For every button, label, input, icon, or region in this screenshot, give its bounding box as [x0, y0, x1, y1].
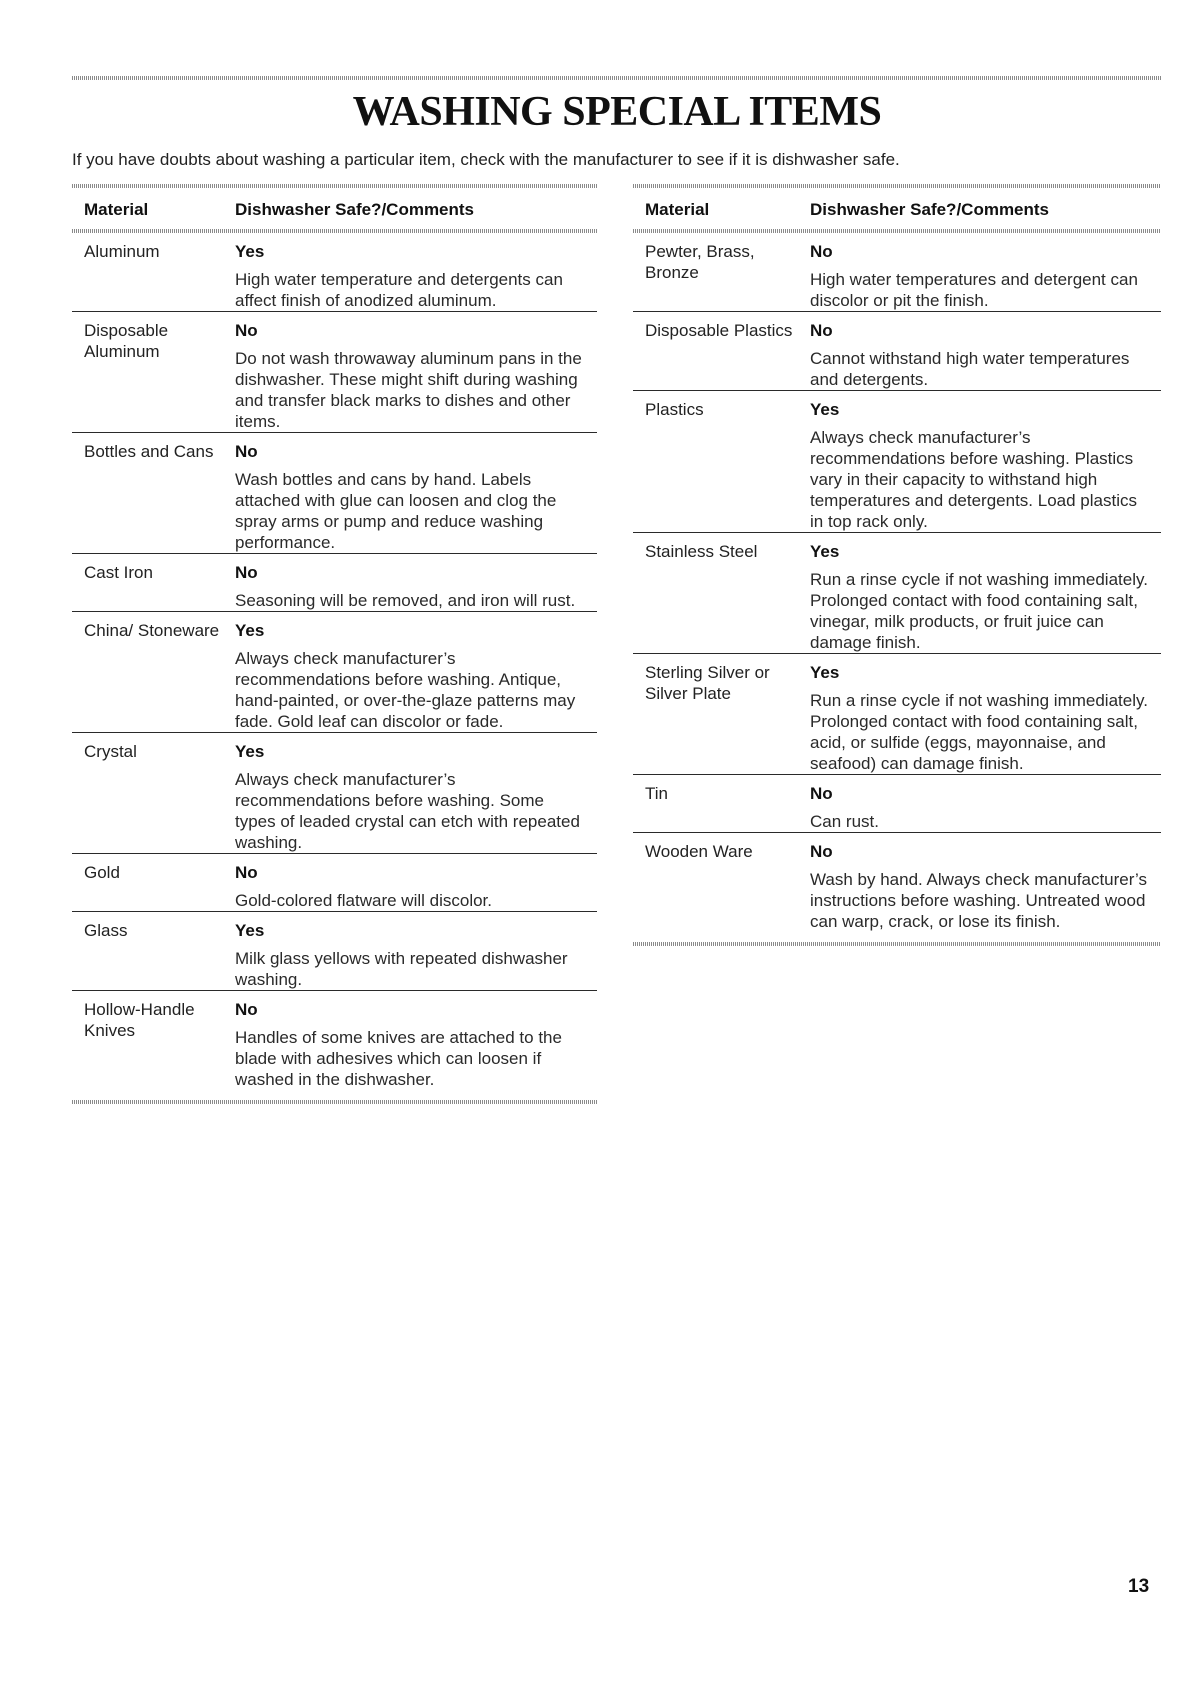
material-name: Aluminum	[84, 242, 160, 261]
safe-verdict: No	[810, 321, 833, 340]
comment-text: Cannot withstand high water temperatures and detergents.	[810, 349, 1130, 389]
safe-verdict: No	[810, 842, 833, 861]
table-row	[633, 233, 1161, 311]
material-name: Bottles and Cans	[84, 442, 214, 461]
comment-text: High water temperature and detergents can affect finish of anodized aluminum.	[235, 270, 563, 310]
material-name: Wooden Ware	[645, 842, 753, 861]
page-title: WASHING SPECIAL ITEMS	[352, 89, 882, 135]
page-number: 13	[1128, 1576, 1150, 1597]
right-table	[633, 184, 1161, 946]
safe-verdict: Yes	[810, 663, 840, 682]
material-name: Plastics	[645, 400, 704, 419]
material-name: Glass	[84, 921, 128, 940]
material-name: Disposable Aluminum	[84, 321, 169, 361]
safe-verdict: No	[235, 321, 258, 340]
left-table-body	[72, 233, 597, 1100]
table-row	[633, 311, 1161, 390]
comment-text: Milk glass yellows with repeated dishwasher washing.	[235, 949, 568, 989]
material-name: China/ Stoneware	[84, 621, 220, 640]
material-name: Tin	[645, 784, 668, 803]
comment-text: Gold-colored flatware will discolor.	[235, 891, 492, 910]
comment-text: Seasoning will be removed, and iron will rust.	[235, 591, 576, 610]
safe-verdict: Yes	[235, 621, 265, 640]
table-row	[72, 853, 597, 911]
header-comments: Dishwasher Safe?/Comments	[235, 200, 475, 219]
table-bottom-rule	[72, 1100, 597, 1104]
material-name: Disposable Plastics	[645, 321, 793, 340]
comment-text: Always check manufacturer’s recommendations before washing. Some types of leaded crystal can etch with repeated washing.	[235, 770, 580, 852]
table-row	[72, 990, 597, 1090]
material-name: Hollow-Handle Knives	[84, 1000, 195, 1040]
comment-text: High water temperatures and detergent can discolor or pit the finish.	[810, 270, 1138, 310]
table-row	[72, 311, 597, 432]
comment-text: Wash bottles and cans by hand. Labels attached with glue can loosen and clog the spray arms or pump and reduce washing performance.	[235, 470, 557, 552]
comment-text: Always check manufacturer’s recommendations before washing. Plastics vary in their capacity to withstand high temperatures and detergents. Load plastics in top rack only.	[810, 428, 1137, 531]
safe-verdict: Yes	[810, 542, 840, 561]
safe-verdict: No	[810, 242, 833, 261]
table-row	[633, 774, 1161, 832]
table-row	[72, 553, 597, 611]
material-name: Sterling Silver or Silver Plate	[645, 663, 770, 703]
safe-verdict: Yes	[235, 742, 265, 761]
safe-verdict: Yes	[810, 400, 840, 419]
comment-text: Do not wash throwaway aluminum pans in the dishwasher. These might shift during washing and transfer black marks to dishes and other items.	[235, 349, 582, 431]
table-row	[633, 832, 1161, 932]
safe-verdict: No	[810, 784, 833, 803]
safe-verdict: No	[235, 563, 258, 582]
table-row	[72, 611, 597, 732]
material-name: Gold	[84, 863, 120, 882]
comment-text: Run a rinse cycle if not washing immediately. Prolonged contact with food containing salt, acid, or sulfide (eggs, mayonnaise, and seafood) can damage finish.	[810, 691, 1148, 773]
header-material: Material	[84, 200, 149, 219]
table-row	[72, 233, 597, 311]
top-dotted-rule	[72, 76, 1162, 80]
comment-text: Always check manufacturer’s recommendations before washing. Antique, hand-painted, or over-the-glaze patterns may fade. Gold leaf can discolor or fade.	[235, 649, 576, 731]
header-material: Material	[645, 200, 710, 219]
safe-verdict: Yes	[235, 242, 265, 261]
safe-verdict: No	[235, 1000, 258, 1019]
safe-verdict: No	[235, 442, 258, 461]
comment-text: Wash by hand. Always check manufacturer’s instructions before washing. Untreated wood can warp, crack, or lose its finish.	[810, 870, 1148, 931]
table-row	[72, 732, 597, 853]
table-header	[72, 188, 597, 229]
material-name: Cast Iron	[84, 563, 153, 582]
table-row	[633, 390, 1161, 532]
material-name: Pewter, Brass, Bronze	[645, 242, 755, 282]
safe-verdict: No	[235, 863, 258, 882]
table-row	[633, 653, 1161, 774]
comment-text: Handles of some knives are attached to the blade with adhesives which can loosen if washed in the dishwasher.	[235, 1028, 562, 1089]
table-header	[633, 188, 1161, 229]
table-row	[72, 432, 597, 553]
safe-verdict: Yes	[235, 921, 265, 940]
material-name: Crystal	[84, 742, 137, 761]
table-bottom-rule	[633, 942, 1161, 946]
table-row	[633, 532, 1161, 653]
intro-text: If you have doubts about washing a particular item, check with the manufacturer to see if it is dishwasher safe.	[72, 150, 900, 169]
material-name: Stainless Steel	[645, 542, 758, 561]
comment-text: Run a rinse cycle if not washing immediately. Prolonged contact with food containing salt, vinegar, milk products, or fruit juice can damage finish.	[810, 570, 1148, 652]
header-comments: Dishwasher Safe?/Comments	[810, 200, 1050, 219]
table-row	[72, 911, 597, 990]
comment-text: Can rust.	[810, 812, 879, 831]
left-table	[72, 184, 597, 1104]
right-table-body	[633, 233, 1161, 942]
